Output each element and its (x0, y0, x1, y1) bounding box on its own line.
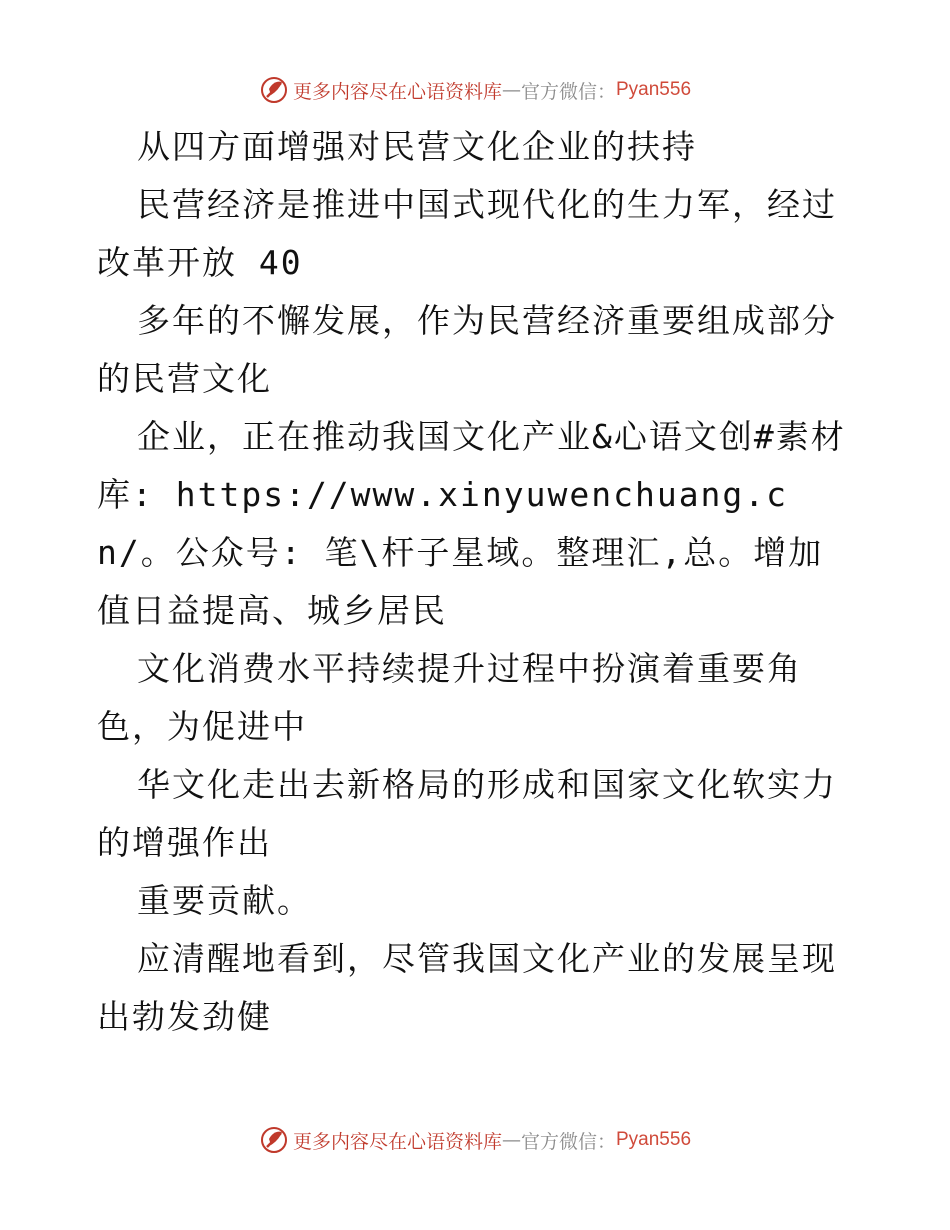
document-body (97, 118, 857, 1046)
header-wechat-label: 官方微信： (520, 80, 616, 103)
paragraph-8: 应清醒地看到，尽管我国文化产业的发展呈现出勃发劲健 (97, 939, 837, 1036)
footer-wechat-id: Pyan556 (616, 1129, 692, 1150)
paragraph-1: 从四方面增强对民营文化企业的扶持 (137, 127, 697, 166)
footer-wechat-label: 官方微信： (520, 1130, 616, 1153)
footer-banner (0, 1120, 950, 1160)
paragraph-2: 民营经济是推进中国式现代化的生力军，经过改革开放 40 (97, 185, 837, 282)
header-banner (0, 70, 950, 110)
header-separator: — (501, 79, 521, 101)
footer-brand-text: 更多内容尽在心语资料库 (292, 1130, 502, 1153)
quill-logo-icon (259, 75, 289, 105)
header-wechat-id: Pyan556 (616, 79, 692, 100)
paragraph-5: 文化消费水平持续提升过程中扮演着重要角色，为促进中 (97, 649, 802, 746)
paragraph-6: 华文化走出去新格局的形成和国家文化软实力的增强作出 (97, 765, 837, 862)
quill-logo-icon (259, 1125, 289, 1155)
paragraph-4: 企业，正在推动我国文化产业&心语文创#素材库: https://www.xinyuwenchuang.cn/。公众号: 笔\杆子星域。整理汇,总。增加值日益提高、城乡居民 (97, 417, 846, 630)
paragraph-3: 多年的不懈发展，作为民营经济重要组成部分的民营文化 (97, 301, 837, 398)
paragraph-7: 重要贡献。 (137, 881, 312, 920)
header-brand-text: 更多内容尽在心语资料库 (292, 80, 502, 103)
footer-separator: — (501, 1129, 521, 1151)
